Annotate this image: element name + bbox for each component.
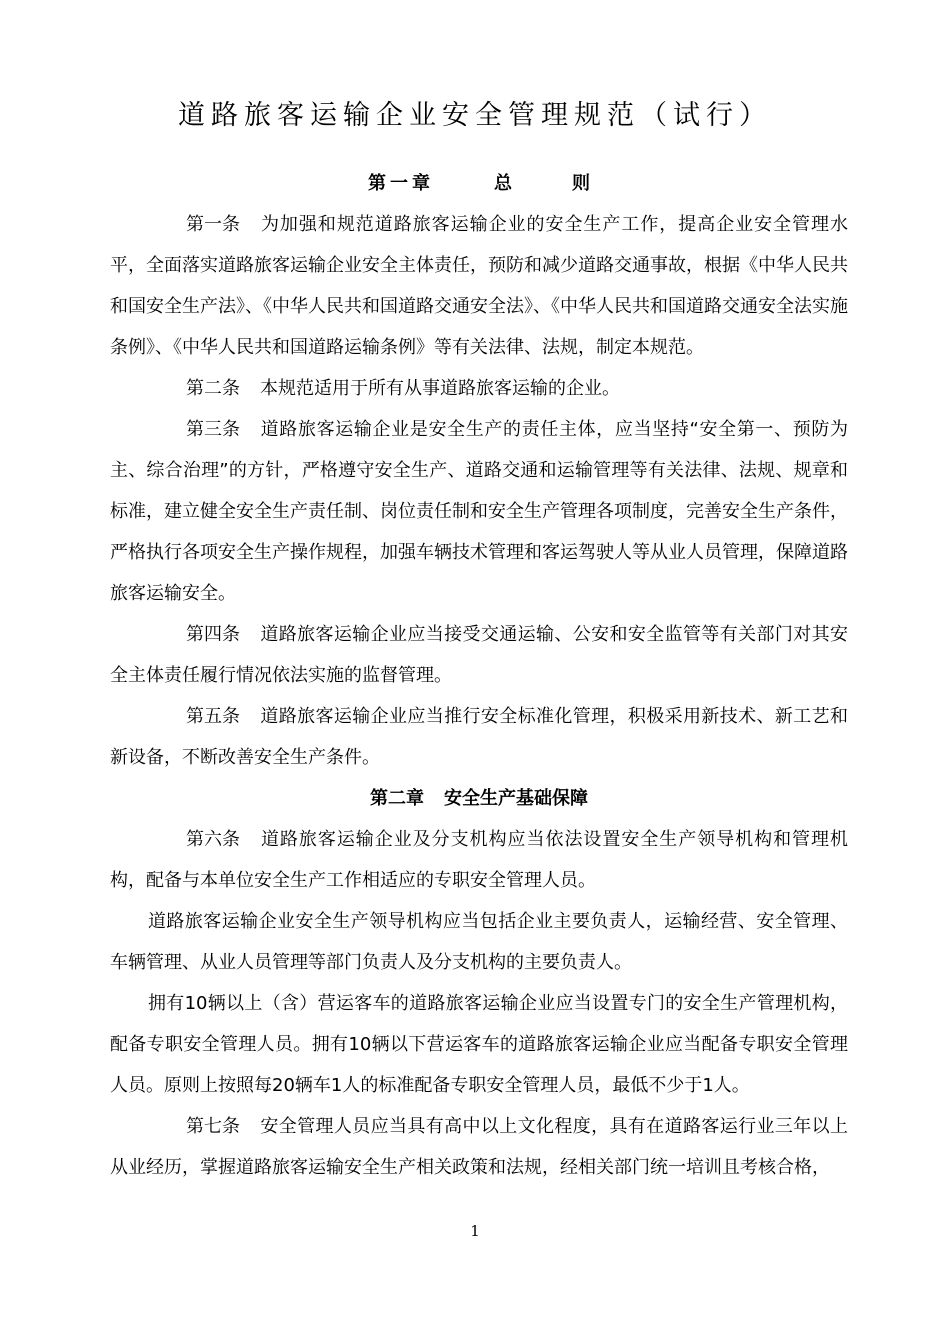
article-number: 第六条 <box>186 829 240 850</box>
article-number: 第四条 <box>186 624 240 645</box>
article-text: 本规范适用于所有从事道路旅客运输的企业。 <box>260 378 620 399</box>
chapter-number: 第二章 <box>370 788 424 809</box>
article-text: 道路旅客运输企业应当推行安全标准化管理，积极采用新技术、新工艺和新设备，不断改善安全生产条件。 <box>110 706 848 768</box>
article-number: 第五条 <box>186 706 240 727</box>
article-text: 道路旅客运输企业及分支机构应当依法设置安全生产领导机构和管理机构，配备与本单位安全生产工作相适应的专职安全管理人员。 <box>110 829 848 891</box>
document-body <box>110 163 848 1188</box>
article-1 <box>110 204 848 368</box>
article-7 <box>110 1106 848 1188</box>
chapter-number: 第一章 <box>368 173 434 194</box>
chapter-title-part: 总 <box>494 173 572 194</box>
article-4 <box>110 614 848 696</box>
article-text: 安全管理人员应当具有高中以上文化程度，具有在道路客运行业三年以上从业经历，掌握道路旅客运输安全生产相关政策和法规，经相关部门统一培训且考核合格， <box>110 1116 848 1178</box>
page-number: 1 <box>470 1222 480 1240</box>
chapter-1-heading <box>110 163 848 204</box>
article-text: 为加强和规范道路旅客运输企业的安全生产工作，提高企业安全管理水平，全面落实道路旅客运输企业安全主体责任，预防和减少道路交通事故，根据《中华人民共和国安全生产法》、《中华人民共和国道路交通安全法》、《中华人民共和国道路交通安全法实施条例》、《中华人民共和国道路运输条例》等有关法律、法规，制定本规范。 <box>110 214 848 358</box>
article-number: 第三条 <box>186 419 240 440</box>
document-title: 道路旅客运输企业安全管理规范（试行） <box>178 100 772 131</box>
chapter-title-part: 则 <box>572 173 590 194</box>
article-number: 第二条 <box>186 378 240 399</box>
article-6 <box>110 819 848 901</box>
article-number: 第一条 <box>186 214 240 235</box>
article-6-paragraph-3: 拥有10辆以上（含）营运客车的道路旅客运输企业应当设置专门的安全生产管理机构，配备专职安全管理人员。拥有10辆以下营运客车的道路旅客运输企业应当配备专职安全管理人员。原则上按照每20辆车1人的标准配备专职安全管理人员，最低不少于1人。 <box>110 993 848 1096</box>
article-text: 道路旅客运输企业应当接受交通运输、公安和安全监管等有关部门对其安全主体责任履行情况依法实施的监督管理。 <box>110 624 848 686</box>
chapter-title: 安全生产基础保障 <box>444 788 588 809</box>
article-2 <box>110 368 848 409</box>
article-text: 道路旅客运输企业是安全生产的责任主体，应当坚持“安全第一、预防为主、综合治理”的方针，严格遵守安全生产、道路交通和运输管理等有关法律、法规、规章和标准，建立健全安全生产责任制、岗位责任制和安全生产管理各项制度，完善安全生产条件，严格执行各项安全生产操作规程，加强车辆技术管理和客运驾驶人等从业人员管理，保障道路旅客运输安全。 <box>110 419 848 604</box>
article-6-paragraph-2: 道路旅客运输企业安全生产领导机构应当包括企业主要负责人，运输经营、安全管理、车辆管理、从业人员管理等部门负责人及分支机构的主要负责人。 <box>110 911 848 973</box>
chapter-2-heading <box>110 778 848 819</box>
article-3 <box>110 409 848 614</box>
article-5 <box>110 696 848 778</box>
article-number: 第七条 <box>186 1116 240 1137</box>
